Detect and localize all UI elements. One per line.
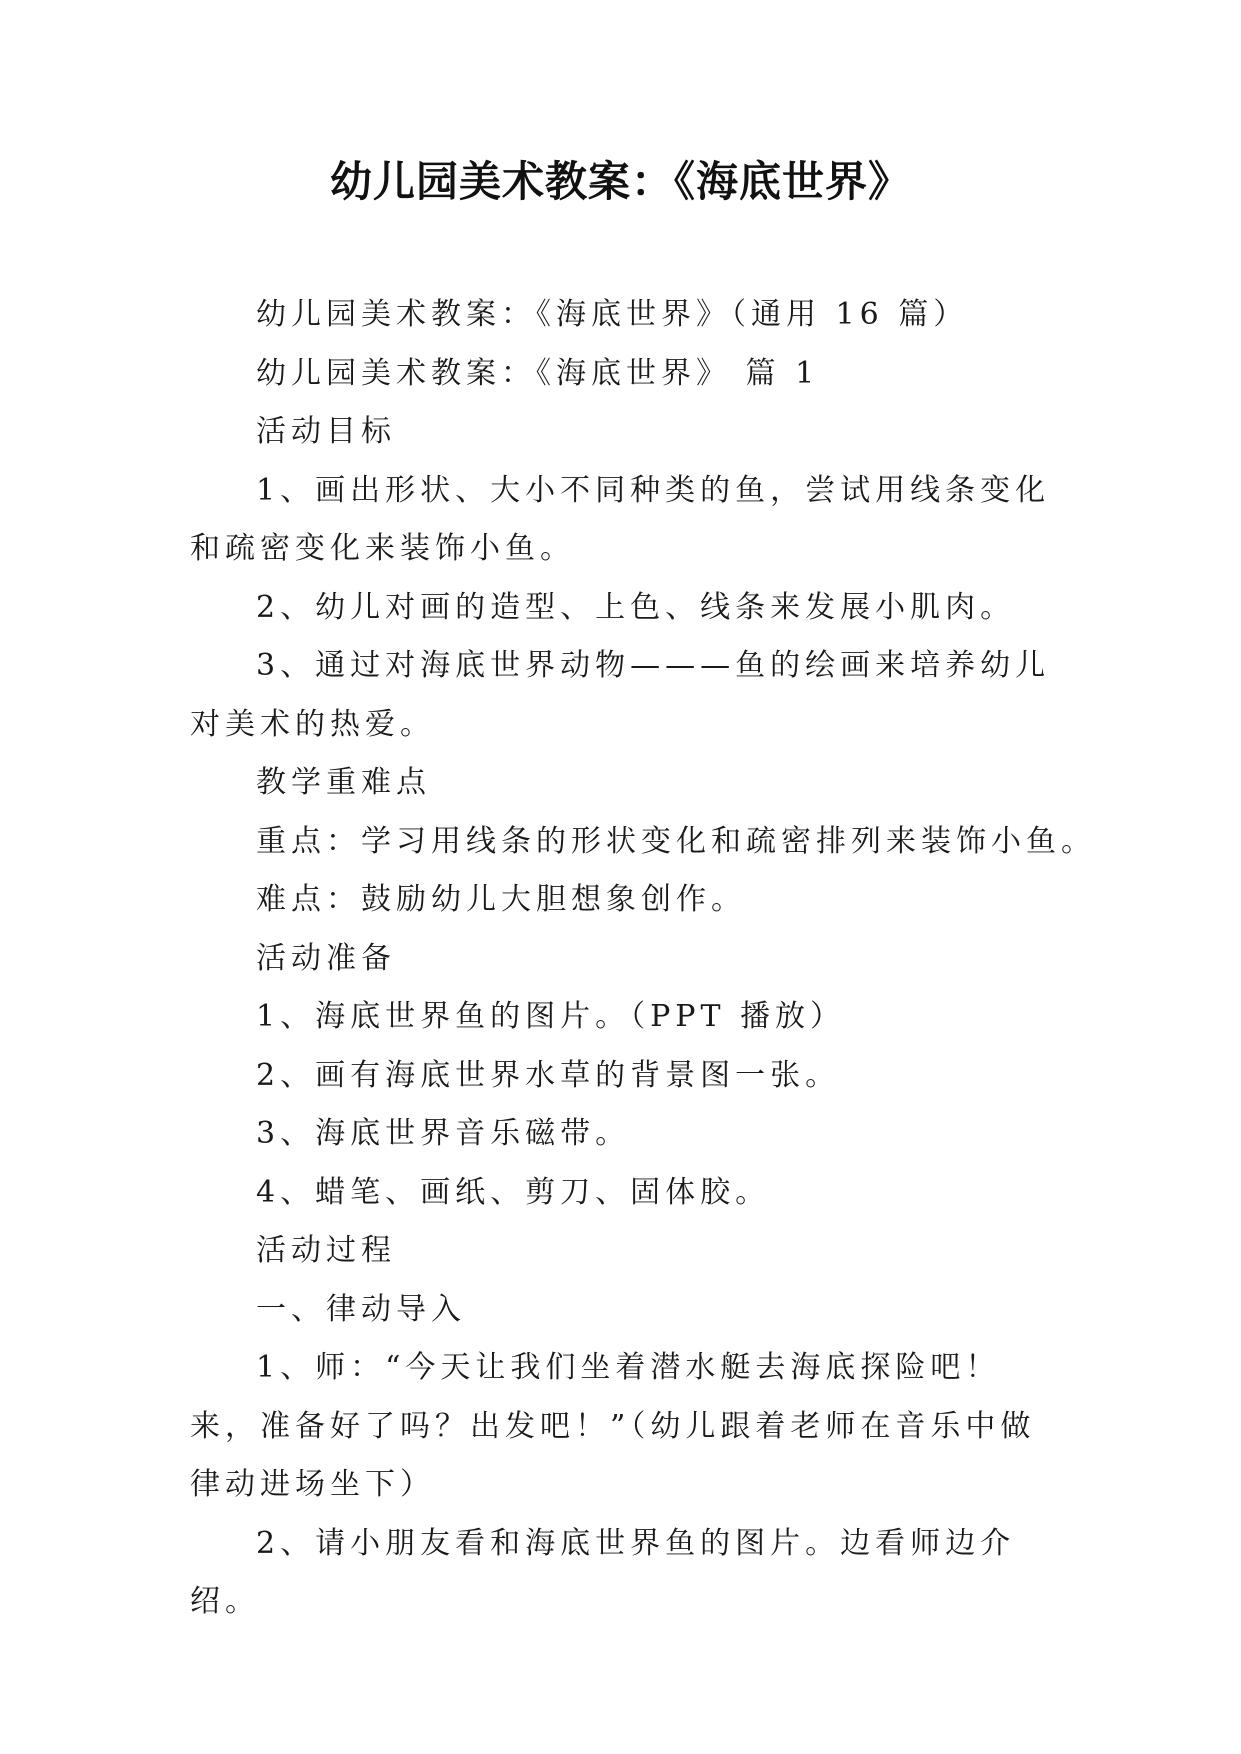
goal-item-3: 3、通过对海底世界动物———鱼的绘画来培养幼儿对美术的热爱。 (190, 648, 1051, 742)
prep-item-1: 1、海底世界鱼的图片。（PPT 播放） (256, 999, 846, 1034)
prep-item-2: 2、画有海底世界水草的背景图一张。 (256, 1057, 841, 1093)
document-title: 幼儿园美术教案：《海底世界》 (329, 157, 911, 206)
heading-process: 活动过程 (256, 1233, 396, 1268)
paragraph-section-heading: 幼儿园美术教案：《海底世界》 篇 1 (256, 355, 820, 391)
paragraph-subtitle: 幼儿园美术教案：《海底世界》（通用 16 篇） (256, 297, 969, 332)
process-step-heading: 一、律动导入 (256, 1291, 466, 1327)
heading-key-difficulties: 教学重难点 (256, 765, 431, 800)
heading-activity-goals: 活动目标 (256, 414, 396, 449)
heading-preparation: 活动准备 (256, 940, 396, 976)
difficult-point: 难点：鼓励幼儿大胆想象创作。 (256, 882, 746, 917)
goal-item-2: 2、幼儿对画的造型、上色、线条来发展小肌肉。 (256, 589, 1016, 625)
prep-item-4: 4、蜡笔、画纸、剪刀、固体胶。 (256, 1174, 771, 1210)
process-item-1: 1、师：“今天让我们坐着潜水艇去海底探险吧！来，准备好了吗？出发吧！”（幼儿跟着老师在音乐中做律动进场坐下） (190, 1350, 1036, 1502)
process-item-2: 2、请小朋友看和海底世界鱼的图片。边看师边介绍。 (190, 1525, 1016, 1619)
document-body (190, 286, 1096, 1632)
key-point: 重点：学习用线条的形状变化和疏密排列来装饰小鱼。 (256, 823, 1096, 859)
goal-item-1: 1、画出形状、大小不同种类的鱼，尝试用线条变化和疏密变化来装饰小鱼。 (190, 472, 1051, 566)
prep-item-3: 3、海底世界音乐磁带。 (256, 1116, 631, 1151)
